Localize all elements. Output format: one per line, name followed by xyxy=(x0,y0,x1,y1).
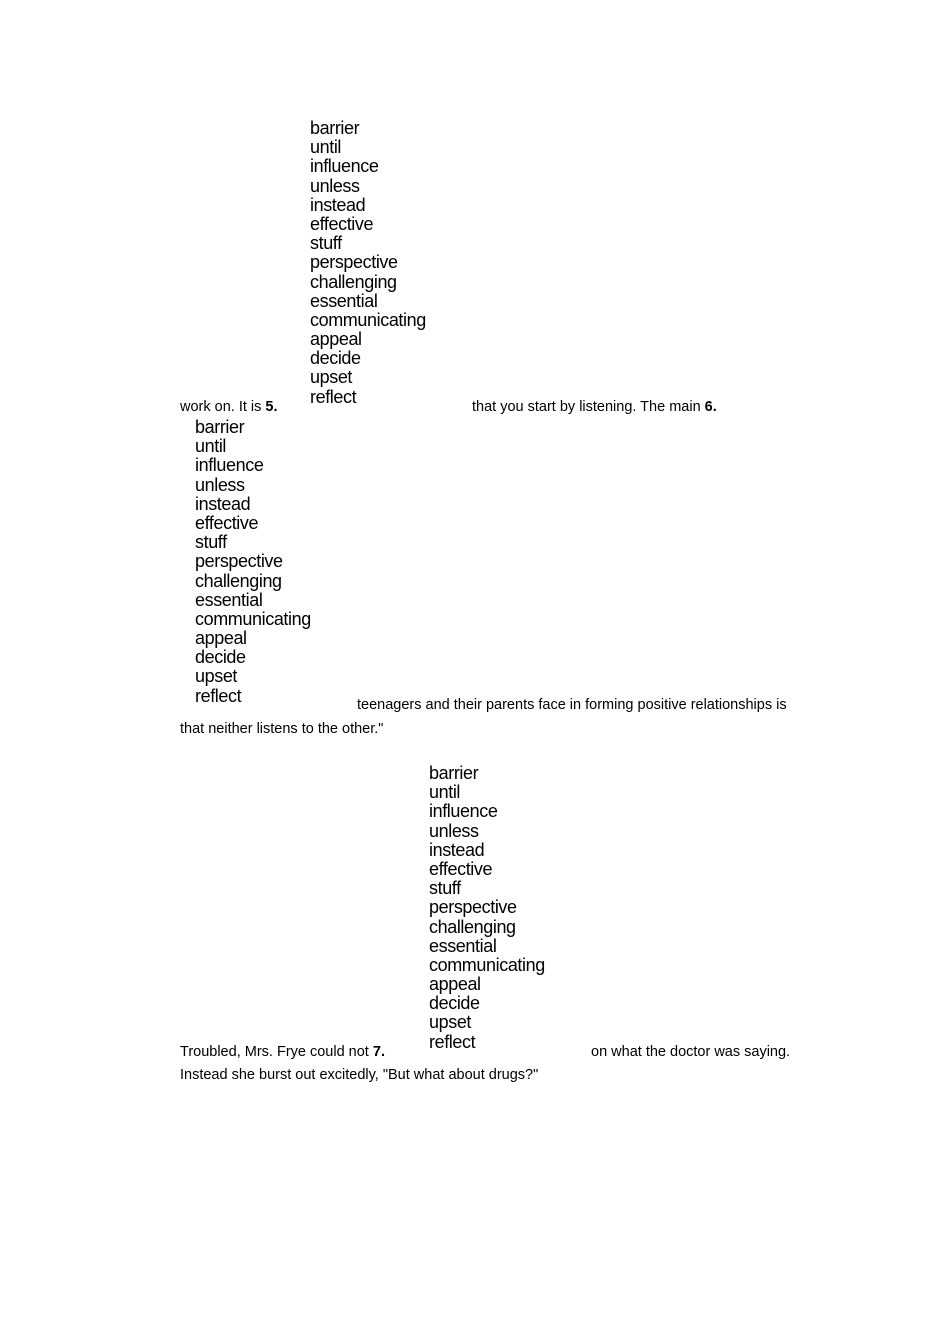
option-appeal[interactable]: appeal xyxy=(195,628,247,649)
option-perspective[interactable]: perspective xyxy=(310,252,398,273)
option-essential[interactable]: essential xyxy=(310,290,378,311)
text-fragment: that neither listens to the other." xyxy=(180,721,384,737)
option-influence[interactable]: influence xyxy=(429,801,498,822)
text-fragment: Troubled, Mrs. Frye could not xyxy=(180,1044,373,1060)
text-line-1-left xyxy=(180,398,278,416)
option-decide[interactable]: decide xyxy=(429,993,480,1014)
option-unless[interactable]: unless xyxy=(429,820,479,841)
question-number-6: 6. xyxy=(704,399,717,415)
option-upset[interactable]: upset xyxy=(310,367,353,388)
option-communicating[interactable]: communicating xyxy=(310,309,426,330)
option-appeal[interactable]: appeal xyxy=(429,974,481,995)
option-decide[interactable]: decide xyxy=(310,348,361,369)
blank-5-options[interactable] xyxy=(310,119,426,407)
option-upset[interactable]: upset xyxy=(429,1012,472,1033)
option-instead[interactable]: instead xyxy=(195,493,251,514)
option-decide[interactable]: decide xyxy=(195,647,246,668)
option-appeal[interactable]: appeal xyxy=(310,329,362,350)
text-line-2 xyxy=(357,696,787,714)
text-fragment: work on. It is xyxy=(180,399,266,415)
text-line-1-right xyxy=(472,398,717,416)
blank-6-options[interactable] xyxy=(195,418,311,706)
blank-7-options[interactable] xyxy=(429,764,545,1052)
option-perspective[interactable]: perspective xyxy=(429,897,517,918)
option-challenging[interactable]: challenging xyxy=(429,916,516,937)
option-stuff[interactable]: stuff xyxy=(195,532,227,553)
option-barrier[interactable]: barrier xyxy=(310,118,360,138)
option-essential[interactable]: essential xyxy=(195,589,263,610)
text-fragment: on what the doctor was saying. xyxy=(591,1044,791,1060)
option-barrier[interactable]: barrier xyxy=(429,763,479,783)
option-perspective[interactable]: perspective xyxy=(195,551,283,572)
option-influence[interactable]: influence xyxy=(310,156,379,177)
question-number-7: 7. xyxy=(372,1044,385,1060)
option-effective[interactable]: effective xyxy=(195,512,259,533)
text-line-3 xyxy=(180,720,383,738)
option-until[interactable]: until xyxy=(310,137,342,158)
option-instead[interactable]: instead xyxy=(310,194,366,215)
option-unless[interactable]: unless xyxy=(310,175,360,196)
option-influence[interactable]: influence xyxy=(195,455,264,476)
option-effective[interactable]: effective xyxy=(310,213,374,234)
option-until[interactable]: until xyxy=(429,782,461,803)
option-reflect[interactable]: reflect xyxy=(429,1031,476,1052)
option-upset[interactable]: upset xyxy=(195,666,238,687)
question-number-5: 5. xyxy=(265,399,278,415)
option-instead[interactable]: instead xyxy=(429,839,485,860)
option-stuff[interactable]: stuff xyxy=(310,233,342,254)
text-fragment: that you start by listening. The main xyxy=(472,399,705,415)
option-challenging[interactable]: challenging xyxy=(195,570,282,591)
text-line-4-left xyxy=(180,1043,385,1061)
option-reflect[interactable]: reflect xyxy=(195,685,242,706)
text-fragment: teenagers and their parents face in forming positive relationships is xyxy=(357,697,787,713)
option-effective[interactable]: effective xyxy=(429,858,493,879)
option-stuff[interactable]: stuff xyxy=(429,878,461,899)
option-reflect[interactable]: reflect xyxy=(310,386,357,407)
text-line-4-right xyxy=(591,1043,790,1061)
option-barrier[interactable]: barrier xyxy=(195,417,245,437)
option-communicating[interactable]: communicating xyxy=(429,954,545,975)
text-line-5 xyxy=(180,1066,538,1084)
option-unless[interactable]: unless xyxy=(195,474,245,495)
option-challenging[interactable]: challenging xyxy=(310,271,397,292)
option-communicating[interactable]: communicating xyxy=(195,608,311,629)
option-until[interactable]: until xyxy=(195,436,227,457)
text-fragment: Instead she burst out excitedly, "But what about drugs?" xyxy=(180,1067,539,1083)
option-essential[interactable]: essential xyxy=(429,935,497,956)
